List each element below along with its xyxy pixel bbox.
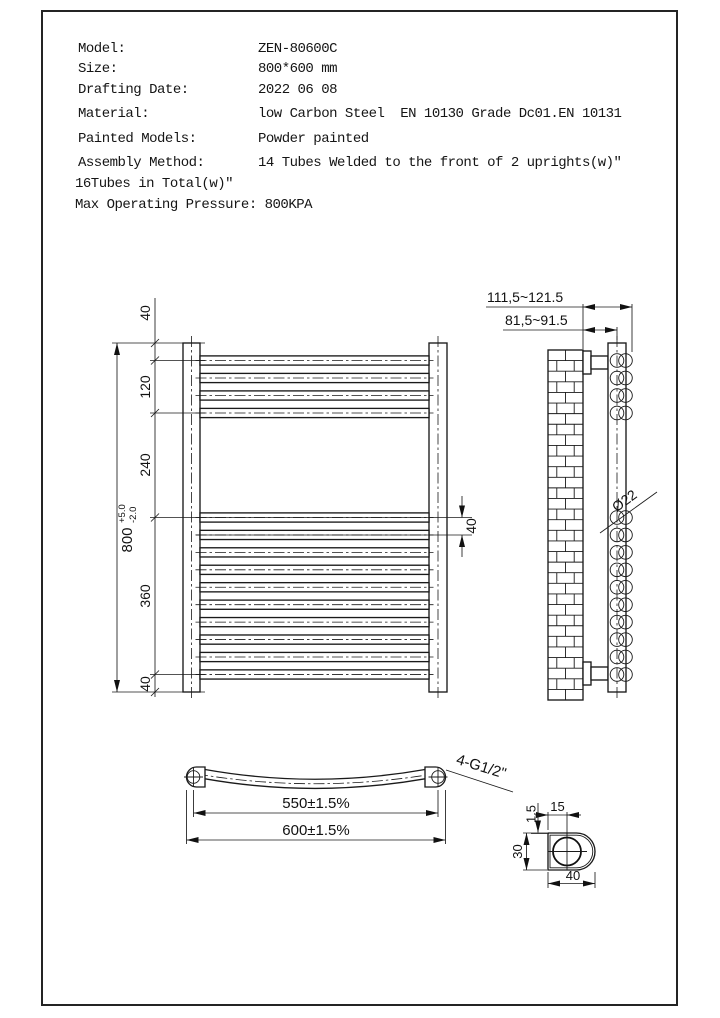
curved-tube-top-edge <box>205 770 425 780</box>
drawing-sheet: Model: ZEN-80600C Size: 800*600 mm Drafting Date: 2022 06 08 Material: low Carbon Steel EN 10130 Grade Dc01.EN 10131 Painted Models: Powder painted Assembly Method: 14 Tubes Welded to the front of 2 uprights(w)" 16Tubes in Total(w)" Max Operating Pressure: 800KPA 40 120 240 360 40 800 +5.0 -2.0 40 111,5~121.5 81,5~91.5 Ø22 550±1.5% 600±1.5% 4-G1/2" 15 1.5 30 40 <box>0 0 720 1018</box>
dim-tube-pitch <box>462 496 479 557</box>
spec-label: Material: <box>78 106 150 122</box>
spec-label: Assembly Method: <box>78 155 205 171</box>
spec-value: ZEN-80600C <box>258 41 338 57</box>
dim-tube-diameter: Ø22 <box>608 486 640 515</box>
side-view <box>486 289 657 700</box>
dim-overall-width: 600±1.5% <box>282 822 350 839</box>
dim-profile-width: 40 <box>565 868 581 883</box>
dim-centers: 550±1.5% <box>282 795 350 812</box>
dim-wall-to-center: 81,5~91.5 <box>505 312 568 328</box>
dim-front-gap: 240 <box>137 453 153 477</box>
dim-wall-thickness: 1.5 <box>523 804 539 824</box>
wall-bracket-top <box>583 351 608 374</box>
spec-label: Size: <box>78 61 118 77</box>
spec-label: Drafting Date: <box>78 82 189 98</box>
dim-overall-tol-minus: -2.0 <box>128 506 139 523</box>
spec-value: 800*600 mm <box>258 61 338 77</box>
bottom-view <box>184 751 513 844</box>
dim-hole-offset: 15 <box>550 799 565 814</box>
spec-value: 14 Tubes Welded to the front of 2 uprights(w)" <box>258 155 622 171</box>
dim-overall-tol-plus: +5.0 <box>117 504 128 523</box>
dim-tube-pitch-value: 40 <box>463 518 479 534</box>
dim-overall-value: 800 <box>119 527 136 553</box>
dim-front-group2: 360 <box>137 584 153 608</box>
dim-profile-height: 30 <box>510 844 525 859</box>
spec-value: low Carbon Steel EN 10130 Grade Dc01.EN 10131 <box>258 106 622 122</box>
spec-value: Powder painted <box>258 131 369 147</box>
spec-label: Painted Models: <box>78 131 197 147</box>
dim-thread-spec: 4-G1/2" <box>454 751 509 783</box>
dim-front-group1: 120 <box>137 375 153 399</box>
dim-wall-to-outer: 111,5~121.5 <box>487 289 564 305</box>
spec-value: 2022 06 08 <box>258 82 338 98</box>
dim-overall-height <box>117 504 139 552</box>
detail-view <box>510 799 595 888</box>
front-view <box>112 298 479 699</box>
wall-bracket-bottom <box>583 662 608 685</box>
spec-label: Model: <box>78 41 126 57</box>
dim-front-top-offset: 40 <box>137 305 153 321</box>
dim-front-bottom-offset: 40 <box>137 676 153 692</box>
